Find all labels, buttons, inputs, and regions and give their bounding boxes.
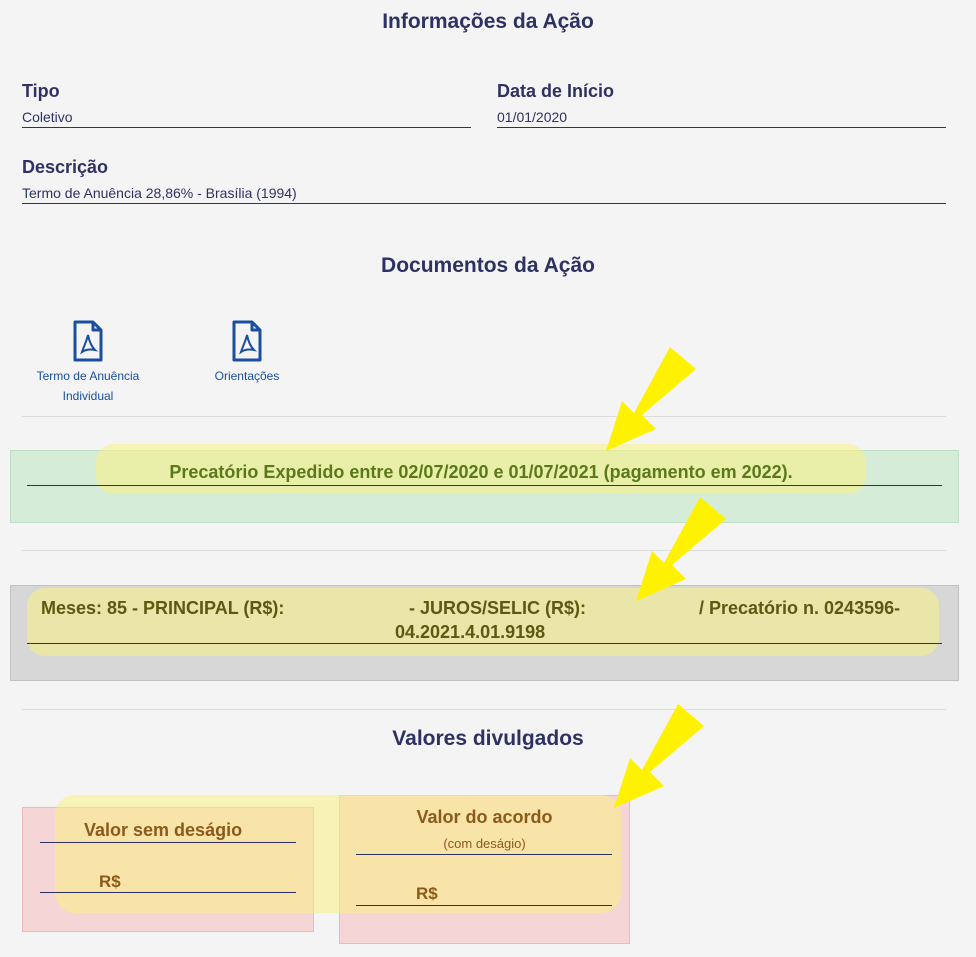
precatorio-underline bbox=[27, 485, 942, 486]
document-orientacoes[interactable] bbox=[197, 320, 297, 386]
document-termo-anuencia[interactable] bbox=[28, 320, 148, 406]
valor-acordo-sublabel: (com deságio) bbox=[443, 836, 526, 851]
descricao-underline bbox=[22, 203, 946, 204]
precatorio-number-suffix: 04.2021.4.01.9198 bbox=[395, 622, 546, 642]
valor-acordo-value-underline bbox=[356, 905, 612, 906]
precatorio-text: Precatório Expedido entre 02/07/2020 e 01/07/2021 (pagamento em 2022). bbox=[169, 462, 793, 482]
valor-sem-desagio-label: Valor sem deságio bbox=[84, 820, 243, 840]
info-section-title: Informações da Ação bbox=[382, 10, 594, 33]
detalhe-underline bbox=[27, 643, 942, 644]
data-inicio-underline bbox=[497, 127, 946, 128]
descricao-label: Descrição bbox=[22, 157, 109, 177]
data-inicio-value: 01/01/2020 bbox=[497, 109, 568, 125]
juros-selic-label: - JUROS/SELIC (R$): bbox=[409, 598, 587, 618]
divider bbox=[22, 709, 946, 710]
valor-sem-desagio-underline bbox=[40, 842, 296, 843]
divider bbox=[22, 416, 946, 417]
document-label-line1: Termo de Anuência bbox=[36, 369, 140, 383]
pdf-file-icon bbox=[72, 320, 104, 362]
annotation-arrow-icon bbox=[608, 702, 708, 812]
divider bbox=[22, 550, 946, 551]
annotation-arrow-icon bbox=[600, 345, 700, 455]
documents-section-title: Documentos da Ação bbox=[381, 254, 595, 277]
valor-acordo-label: Valor do acordo bbox=[416, 807, 553, 827]
tipo-value: Coletivo bbox=[22, 109, 73, 125]
document-label-line2: Individual bbox=[62, 389, 114, 403]
precatorio-number-prefix: / Precatório n. 0243596- bbox=[699, 598, 901, 618]
annotation-arrow-icon bbox=[630, 495, 730, 605]
valor-sem-desagio-value: R$ bbox=[99, 872, 121, 891]
document-label-line1: Orientações bbox=[214, 369, 280, 383]
valor-acordo-value: R$ bbox=[416, 884, 438, 903]
tipo-label: Tipo bbox=[22, 81, 60, 101]
pdf-file-icon bbox=[231, 320, 263, 362]
descricao-value: Termo de Anuência 28,86% - Brasília (1994) bbox=[22, 185, 297, 201]
valor-acordo-underline bbox=[356, 854, 612, 855]
data-inicio-label: Data de Início bbox=[497, 81, 615, 101]
valores-section-title: Valores divulgados bbox=[392, 727, 584, 750]
meses-principal-label: Meses: 85 - PRINCIPAL (R$): bbox=[41, 598, 285, 618]
valor-sem-desagio-value-underline bbox=[40, 892, 296, 893]
tipo-underline bbox=[22, 127, 471, 128]
